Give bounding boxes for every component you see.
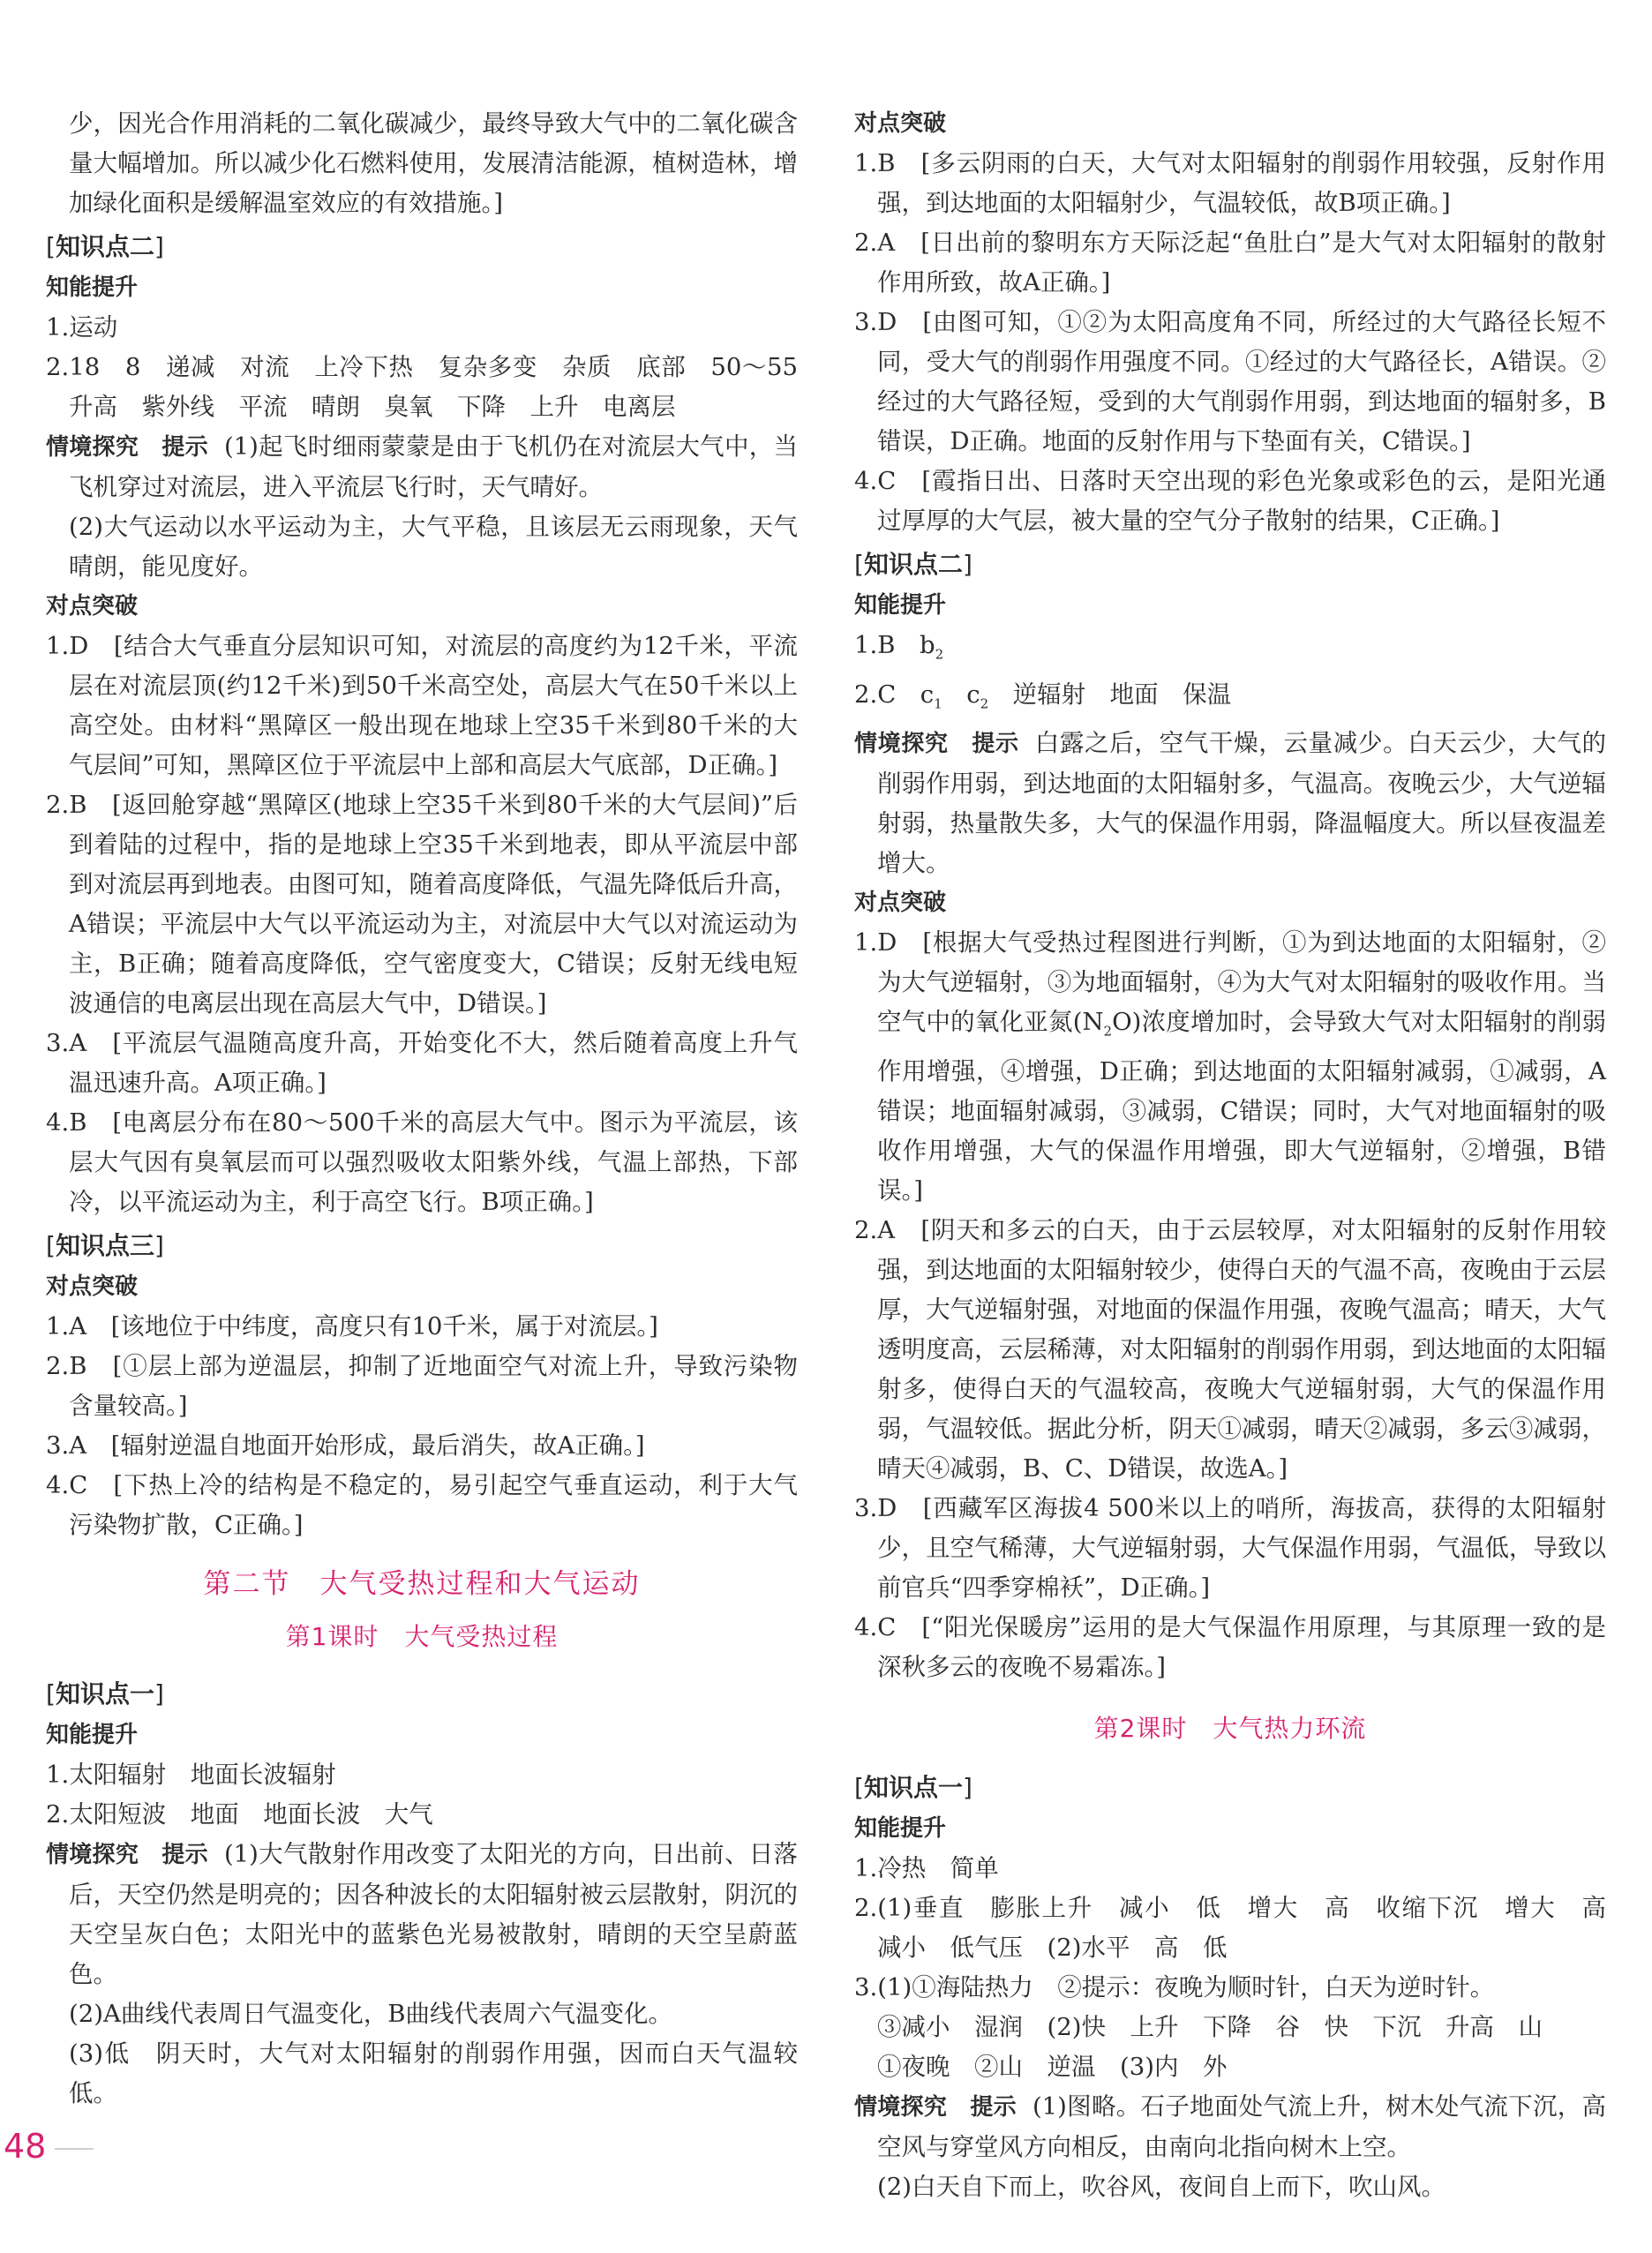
scenario-label: 情境探究 提示 — [854, 731, 1019, 757]
answer-line: 1.B $b_2$ — [854, 631, 944, 663]
practice-answer: 4.C [“阳光保暖房”运用的是大气保温作用原理，与其原理一致的是深秋多云的夜晚不易霜冻。] — [854, 1612, 1606, 1681]
practice-answer: 3.A [辐射逆温自地面开始形成，最后消失，故A正确。] — [46, 1431, 645, 1460]
practice-answer: 2.A [日出前的黎明东方天际泛起“鱼肚白”是大气对太阳辐射的散射作用所致，故A正确。] — [854, 229, 1606, 297]
scenario-label: 情境探究 提示 — [854, 2093, 1017, 2121]
scenario-explore-2: (2)大气运动以水平运动为主，大气平稳，且该层无云雨现象，天气晴朗，能见度好。 — [69, 513, 798, 581]
scenario-explore-2: (2)A曲线代表周日气温变化，B曲线代表周六气温变化。 — [69, 2000, 673, 2028]
answer-line: 1.太阳辐射 地面长波辐射 — [46, 1761, 336, 1789]
answer-line: 3.(1)①海陆热力 ②提示：夜晚为顺时针，白天为逆时针。 — [854, 1972, 1495, 2001]
heading-knowledge-point-3: [知识点三] — [46, 1231, 164, 1260]
practice-answer: 1.D [根据大气受热过程图进行判断，①为到达地面的太阳辐射，②为大气逆辐射，③为地面辐射，④为大气对太阳辐射的吸收作用。当空气中的氧化亚氮$(N_2O)$浓度增加时，会导致大气对太阳辐射的削弱作用增强，④增强，D正确；到达地面的太阳辐射减弱，①减弱，A错误；地面辐射减弱，③减弱，C错误；同时，大气对地面辐射的吸收作用增强，大气的保温作用增强，即大气逆辐射，②增强，B错误。] — [854, 928, 1606, 1205]
heading-knowledge-point-2: [知识点二] — [854, 550, 972, 579]
practice-answer: 4.B [电离层分布在80～500千米的高层大气中。图示为平流层，该层大气因有臭氧层而可以强烈吸收太阳紫外线，气温上部热，下部冷，以平流运动为主，利于高空飞行。B项正确。] — [46, 1108, 798, 1216]
answer-line: 1.运动 — [46, 313, 118, 342]
scenario-label: 情境探究 提示 — [46, 1842, 208, 1868]
practice-answer: 2.B [返回舱穿越“黑障区(地球上空35千米到80千米的大气层间)”后到着陆的过程中，指的是地球上空35千米到地表，即从平流层中部到对流层再到地表。由图可知，随着高度降低，气温先降低后升高，A错误；平流层中大气以平流运动为主，对流层中大气以对流运动为主，B正确；随着高度降低，空气密度变大，C错误；反射无线电短波通信的电离层出现在高层大气中，D错误。] — [46, 791, 798, 1018]
heading-ability: 知能提升 — [46, 274, 139, 301]
practice-answer: 3.D [西藏军区海拔4 500米以上的哨所，海拔高，获得的太阳辐射少，且空气稀薄，大气逆辐射弱，大气保温作用弱，气温低，导致以前官兵“四季穿棉袄”，D正确。] — [854, 1493, 1606, 1602]
heading-knowledge-point-1: [知识点一] — [46, 1679, 164, 1709]
intro-continuation: 少，因光合作用消耗的二氧化碳减少，最终导致大气中的二氧化碳含量大幅增加。所以减少化石燃料使用，发展清洁能源，植树造林，增加绿化面积是缓解温室效应的有效措施。] — [69, 109, 798, 217]
practice-answer: 1.D [结合大气垂直分层知识可知，对流层的高度约为12千米，平流层在对流层顶(约12千米)到50千米高空处，高层大气在50千米以上高空处。由材料“黑障区一般出现在地球上空35千米到80千米的大气层间”可知，黑障区位于平流层中上部和高层大气底部，D正确。] — [46, 632, 798, 779]
scenario-explore: 情境探究 提示 (1)起飞时细雨蒙蒙是由于飞机仍在对流层大气中，当飞机穿过对流层，进入平流层飞行时，天气晴好。 — [46, 432, 798, 501]
scenario-explore: 情境探究 提示 (1)大气散射作用改变了太阳光的方向，日出前、日落后，天空仍然是明亮的；因各种波长的太阳辐射被云层散射，阴沉的天空呈灰白色；太阳光中的蓝紫色光易被散射，晴朗的天空呈蔚蓝色。 — [46, 1840, 798, 1988]
practice-answer: 1.B [多云阴雨的白天，大气对太阳辐射的削弱作用较强，反射作用强，到达地面的太阳辐射少，气温较低，故B项正确。] — [854, 149, 1606, 217]
page-number-rule — [55, 2148, 94, 2150]
heading-practice: 对点突破 — [46, 593, 139, 620]
practice-answer: 2.B [①层上部为逆温层，抑制了近地面空气对流上升，导致污染物含量较高。] — [46, 1352, 798, 1420]
scenario-label: 情境探究 提示 — [46, 434, 208, 461]
scenario-explore-2: (2)白天自下而上，吹谷风，夜间自上而下，吹山风。 — [877, 2172, 1446, 2201]
practice-answer: 4.C [霞指日出、日落时天空出现的彩色光象或彩色的云，是阳光通过厚厚的大气层，被大量的空气分子散射的结果，C正确。] — [854, 467, 1606, 535]
section-title: 第二节 大气受热过程和大气运动 — [203, 1568, 641, 1600]
heading-practice: 对点突破 — [854, 110, 947, 137]
answer-line: 2.C $c_1$ $c_2$ 逆辐射 地面 保温 — [854, 680, 1232, 711]
answer-line: ③减小 湿润 (2)快 上升 下降 谷 快 下沉 升高 山 — [877, 2012, 1543, 2041]
scenario-explore: 情境探究 提示 白露之后，空气干燥，云量减少。白天云少，大气的削弱作用弱，到达地面的太阳辐射多，气温高。夜晚云少，大气逆辐射弱，热量散失多，大气的保温作用弱，降温幅度大。所以昼夜温差增大。 — [854, 729, 1606, 877]
right-column — [854, 104, 1631, 2207]
answer-line: 1.冷热 简单 — [854, 1853, 999, 1882]
practice-answer: 4.C [下热上冷的结构是不稳定的，易引起空气垂直运动，利于大气污染物扩散，C正确。] — [46, 1471, 798, 1539]
lesson-2-title: 第2课时 大气热力环流 — [1093, 1713, 1367, 1743]
practice-answer: 3.A [平流层气温随高度升高，开始变化不大，然后随着高度上升气温迅速升高。A项正确。] — [46, 1029, 798, 1097]
practice-answer: 1.A [该地位于中纬度，高度只有10千米，属于对流层。] — [46, 1312, 658, 1341]
answer-line: 2.太阳短波 地面 地面长波 大气 — [46, 1800, 433, 1829]
heading-knowledge-point-2: [知识点二] — [46, 232, 164, 261]
heading-practice: 对点突破 — [854, 890, 947, 916]
answer-line: 2.(1)垂直 膨胀上升 减小 低 增大 高 收缩下沉 增大 高 减小 低气压 (2)水平 高 低 — [854, 1893, 1631, 1962]
heading-ability: 知能提升 — [854, 592, 947, 619]
practice-answer: 3.D [由图可知，①②为太阳高度角不同，所经过的大气路径长短不同，受大气的削弱作用强度不同。①经过的大气路径长，A错误。②经过的大气路径短，受到的大气削弱作用弱，到达地面的辐射多，B错误，D正确。地面的反射作用与下垫面有关，C错误。] — [854, 308, 1606, 455]
page-number: 48 — [4, 2127, 47, 2166]
lesson-1-title: 第1课时 大气受热过程 — [285, 1622, 559, 1651]
practice-answer: 2.A [阴天和多云的白天，由于云层较厚，对太阳辐射的反射作用较强，到达地面的太阳辐射较少，使得白天的气温不高，夜晚由于云层厚，大气逆辐射强，对地面的保温作用强，夜晚气温高；晴天，大气透明度高，云层稀薄，对太阳辐射的削弱作用弱，到达地面的太阳辐射多，使得白天的气温较高，夜晚大气逆辐射弱，大气的保温作用弱，气温较低。据此分析，阴天①减弱，晴天②减弱，多云③减弱，晴天④减弱，B、C、D错误，故选A。] — [854, 1215, 1606, 1483]
answer-line: 2.18 8 递减 对流 上冷下热 复杂多变 杂质 底部 50～55 升高 紫外线 平流 晴朗 臭氧 下降 上升 电离层 — [46, 353, 822, 421]
heading-ability: 知能提升 — [854, 1814, 947, 1842]
left-column — [46, 104, 822, 2114]
heading-ability: 知能提升 — [46, 1722, 139, 1748]
heading-practice: 对点突破 — [46, 1273, 139, 1300]
scenario-explore: 情境探究 提示 (1)图略。石子地面处气流上升，树木处气流下沉，高空风与穿堂风方向相反，由南向北指向树木上空。 — [854, 2092, 1606, 2161]
scenario-explore-3: (3)低 阴天时，大气对太阳辐射的削弱作用强，因而白天气温较低。 — [69, 2039, 798, 2107]
answer-line: ①夜晚 ②山 逆温 (3)内 外 — [877, 2052, 1228, 2081]
heading-knowledge-point-1: [知识点一] — [854, 1772, 972, 1802]
